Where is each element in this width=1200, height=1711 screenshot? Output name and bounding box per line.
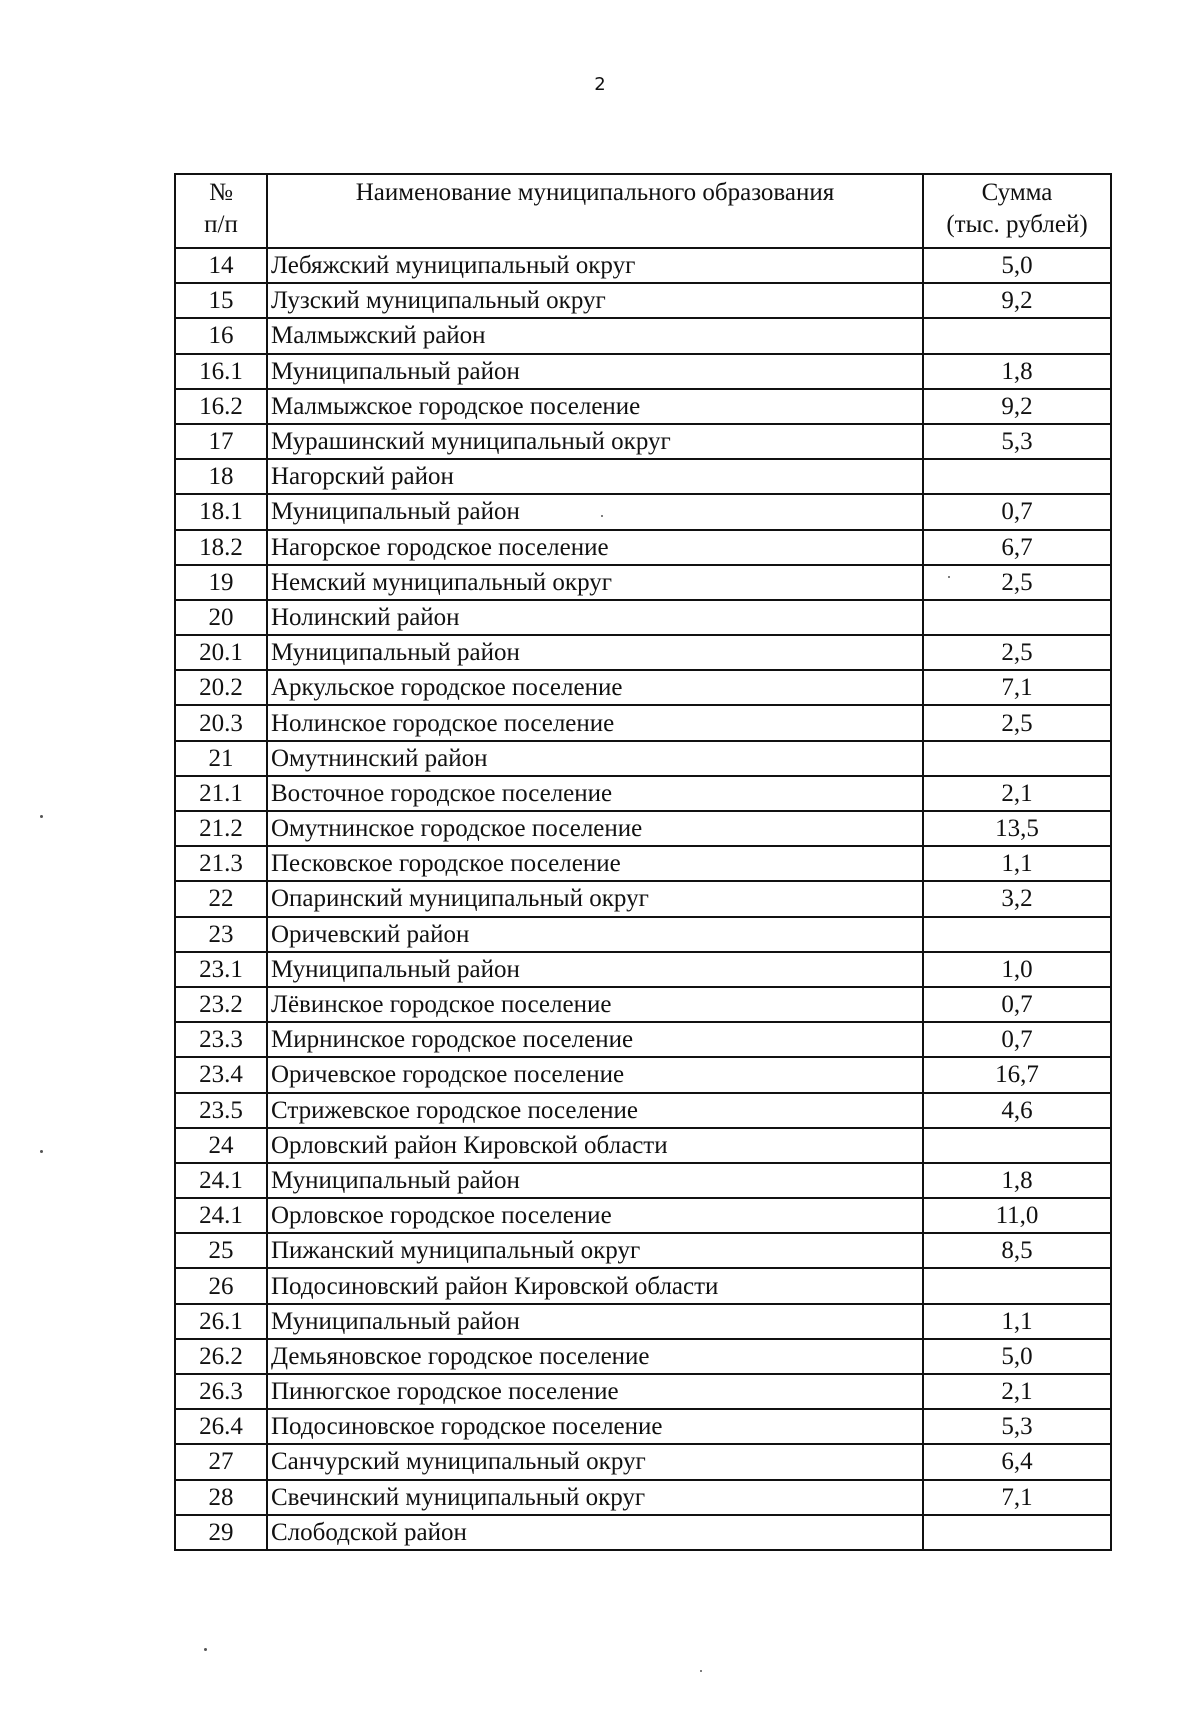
table-row	[175, 776, 1111, 811]
table-row	[175, 1022, 1111, 1057]
row-municipality-name: Малмыжский район	[267, 318, 923, 353]
scan-speck	[700, 1670, 702, 1672]
row-municipality-name: Лебяжский муниципальный округ	[267, 248, 923, 283]
row-municipality-name: Малмыжское городское поселение	[267, 389, 923, 424]
row-sum: 8,5	[923, 1233, 1111, 1268]
row-municipality-name: Муниципальный район	[267, 494, 923, 529]
municipal-sums-table	[174, 173, 1112, 1551]
header-number	[175, 174, 267, 248]
table-row	[175, 881, 1111, 916]
table-row	[175, 424, 1111, 459]
row-sum: 7,1	[923, 1480, 1111, 1515]
row-number: 28	[175, 1480, 267, 1515]
table-row	[175, 1198, 1111, 1233]
row-number: 29	[175, 1515, 267, 1550]
row-sum	[923, 1128, 1111, 1163]
row-municipality-name: Лузский муниципальный округ	[267, 283, 923, 318]
row-municipality-name: Муниципальный район	[267, 1304, 923, 1339]
table-row	[175, 705, 1111, 740]
row-number: 26	[175, 1268, 267, 1303]
table-row	[175, 1233, 1111, 1268]
row-sum: 5,3	[923, 1409, 1111, 1444]
table-row	[175, 1163, 1111, 1198]
row-sum: 0,7	[923, 494, 1111, 529]
row-number: 21	[175, 741, 267, 776]
row-sum	[923, 459, 1111, 494]
row-number: 23.4	[175, 1057, 267, 1092]
row-number: 24	[175, 1128, 267, 1163]
table-row	[175, 1444, 1111, 1479]
row-municipality-name: Опаринский муниципальный округ	[267, 881, 923, 916]
header-name-text: Наименование муниципального образования	[355, 179, 835, 206]
table-row	[175, 530, 1111, 565]
row-sum: 2,5	[923, 705, 1111, 740]
table-row	[175, 846, 1111, 881]
row-municipality-name: Мурашинский муниципальный округ	[267, 424, 923, 459]
row-number: 18.1	[175, 494, 267, 529]
row-sum: 7,1	[923, 670, 1111, 705]
row-sum: 13,5	[923, 811, 1111, 846]
row-sum: 0,7	[923, 987, 1111, 1022]
row-municipality-name: Подосиновский район Кировской области	[267, 1268, 923, 1303]
row-number: 15	[175, 283, 267, 318]
row-number: 23	[175, 917, 267, 952]
row-sum: 2,5	[923, 635, 1111, 670]
row-municipality-name: Оричевский район	[267, 917, 923, 952]
header-sum	[923, 174, 1111, 248]
row-municipality-name: Мирнинское городское поселение	[267, 1022, 923, 1057]
row-number: 17	[175, 424, 267, 459]
scan-speck	[948, 576, 950, 578]
row-sum	[923, 1268, 1111, 1303]
row-number: 26.3	[175, 1374, 267, 1409]
row-municipality-name: Стрижевское городское поселение	[267, 1093, 923, 1128]
row-number: 27	[175, 1444, 267, 1479]
table-row	[175, 1057, 1111, 1092]
table-row	[175, 1409, 1111, 1444]
scan-speck	[40, 815, 43, 818]
row-sum: 9,2	[923, 389, 1111, 424]
row-number: 18.2	[175, 530, 267, 565]
header-name	[267, 174, 923, 248]
table-row	[175, 318, 1111, 353]
row-number: 16.2	[175, 389, 267, 424]
row-number: 20.3	[175, 705, 267, 740]
row-number: 26.4	[175, 1409, 267, 1444]
table-row	[175, 811, 1111, 846]
row-municipality-name: Оричевское городское поселение	[267, 1057, 923, 1092]
row-number: 24.1	[175, 1198, 267, 1233]
row-number: 14	[175, 248, 267, 283]
row-number: 22	[175, 881, 267, 916]
table-row	[175, 741, 1111, 776]
table-header	[175, 174, 1111, 248]
row-municipality-name: Омутнинское городское поселение	[267, 811, 923, 846]
table-row	[175, 1268, 1111, 1303]
row-sum	[923, 318, 1111, 353]
row-municipality-name: Муниципальный район	[267, 635, 923, 670]
row-municipality-name: Муниципальный район	[267, 952, 923, 987]
row-sum: 1,1	[923, 1304, 1111, 1339]
row-sum: 5,0	[923, 1339, 1111, 1374]
table-row	[175, 952, 1111, 987]
table-row	[175, 987, 1111, 1022]
row-sum: 1,8	[923, 354, 1111, 389]
header-sum-line2: (тыс. рублей)	[946, 211, 1088, 238]
row-municipality-name: Нолинский район	[267, 600, 923, 635]
row-number: 23.1	[175, 952, 267, 987]
table-row	[175, 1339, 1111, 1374]
row-sum	[923, 600, 1111, 635]
row-number: 18	[175, 459, 267, 494]
table-row	[175, 389, 1111, 424]
row-number: 21.2	[175, 811, 267, 846]
row-sum: 16,7	[923, 1057, 1111, 1092]
table-row	[175, 1304, 1111, 1339]
table-row	[175, 1093, 1111, 1128]
header-number-line1: №	[209, 179, 233, 206]
row-sum: 0,7	[923, 1022, 1111, 1057]
scan-speck	[601, 515, 603, 517]
row-number: 21.3	[175, 846, 267, 881]
row-sum: 9,2	[923, 283, 1111, 318]
row-municipality-name: Омутнинский район	[267, 741, 923, 776]
row-municipality-name: Аркульское городское поселение	[267, 670, 923, 705]
row-sum: 2,1	[923, 1374, 1111, 1409]
table-body	[175, 248, 1111, 1550]
row-number: 24.1	[175, 1163, 267, 1198]
row-number: 26.2	[175, 1339, 267, 1374]
row-municipality-name: Муниципальный район	[267, 1163, 923, 1198]
header-sum-line1: Сумма	[981, 179, 1053, 206]
row-sum: 3,2	[923, 881, 1111, 916]
row-sum	[923, 1515, 1111, 1550]
table-row	[175, 494, 1111, 529]
row-number: 25	[175, 1233, 267, 1268]
row-sum: 11,0	[923, 1198, 1111, 1233]
table-row	[175, 670, 1111, 705]
row-municipality-name: Свечинский муниципальный округ	[267, 1480, 923, 1515]
row-municipality-name: Орловский район Кировской области	[267, 1128, 923, 1163]
row-number: 20.1	[175, 635, 267, 670]
row-sum: 6,4	[923, 1444, 1111, 1479]
row-municipality-name: Лёвинское городское поселение	[267, 987, 923, 1022]
row-municipality-name: Нагорский район	[267, 459, 923, 494]
row-municipality-name: Орловское городское поселение	[267, 1198, 923, 1233]
table-row	[175, 354, 1111, 389]
table-row	[175, 600, 1111, 635]
row-municipality-name: Слободской район	[267, 1515, 923, 1550]
row-municipality-name: Пижанский муниципальный округ	[267, 1233, 923, 1268]
row-sum: 1,0	[923, 952, 1111, 987]
row-number: 19	[175, 565, 267, 600]
page-number: 2	[594, 74, 606, 95]
row-municipality-name: Санчурский муниципальный округ	[267, 1444, 923, 1479]
row-number: 21.1	[175, 776, 267, 811]
row-sum: 6,7	[923, 530, 1111, 565]
scan-speck	[40, 1150, 43, 1153]
table-row	[175, 635, 1111, 670]
row-municipality-name: Песковское городское поселение	[267, 846, 923, 881]
table-row	[175, 459, 1111, 494]
row-sum: 4,6	[923, 1093, 1111, 1128]
row-municipality-name: Нагорское городское поселение	[267, 530, 923, 565]
row-number: 23.3	[175, 1022, 267, 1057]
row-sum	[923, 741, 1111, 776]
row-municipality-name: Пинюгское городское поселение	[267, 1374, 923, 1409]
table-row	[175, 917, 1111, 952]
row-sum: 5,0	[923, 248, 1111, 283]
row-number: 16.1	[175, 354, 267, 389]
header-number-line2: п/п	[204, 211, 238, 238]
row-sum: 5,3	[923, 424, 1111, 459]
row-municipality-name: Демьяновское городское поселение	[267, 1339, 923, 1374]
row-sum: 1,8	[923, 1163, 1111, 1198]
row-sum: 1,1	[923, 846, 1111, 881]
row-sum: 2,5	[923, 565, 1111, 600]
scan-speck	[204, 1648, 207, 1651]
row-number: 20	[175, 600, 267, 635]
row-number: 16	[175, 318, 267, 353]
row-sum: 2,1	[923, 776, 1111, 811]
row-municipality-name: Восточное городское поселение	[267, 776, 923, 811]
table-row	[175, 565, 1111, 600]
row-municipality-name: Подосиновское городское поселение	[267, 1409, 923, 1444]
table-row	[175, 1374, 1111, 1409]
row-number: 20.2	[175, 670, 267, 705]
row-municipality-name: Муниципальный район	[267, 354, 923, 389]
header-row	[175, 174, 1111, 248]
row-number: 26.1	[175, 1304, 267, 1339]
row-number: 23.5	[175, 1093, 267, 1128]
table-row	[175, 283, 1111, 318]
table-row	[175, 248, 1111, 283]
row-municipality-name: Немский муниципальный округ	[267, 565, 923, 600]
row-municipality-name: Нолинское городское поселение	[267, 705, 923, 740]
row-number: 23.2	[175, 987, 267, 1022]
table-row	[175, 1128, 1111, 1163]
table-row	[175, 1515, 1111, 1550]
row-sum	[923, 917, 1111, 952]
table-row	[175, 1480, 1111, 1515]
